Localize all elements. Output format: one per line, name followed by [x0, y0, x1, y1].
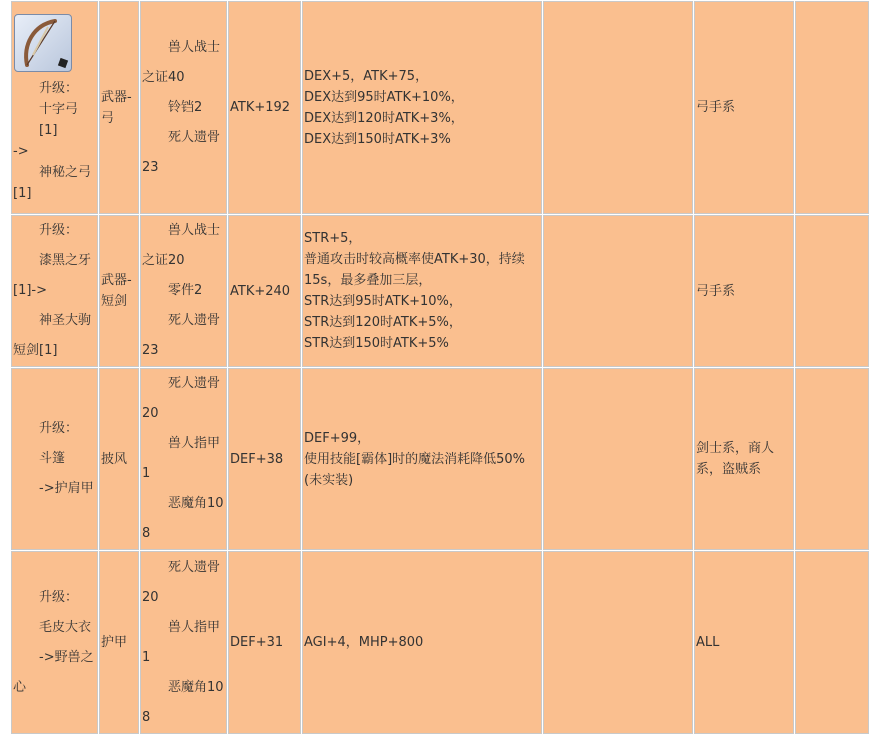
upgrade-label: 升级： [39, 223, 79, 238]
blank-cell [795, 1, 869, 214]
material-line: 23 [142, 343, 159, 358]
class-cell: 剑士系，商人系，盗贼系 [694, 368, 794, 550]
effect-line: 15s，最多叠加三层， [304, 273, 432, 288]
effect-line: DEX达到95时ATK+10%， [304, 89, 464, 105]
material-line: 恶魔角10 [168, 679, 224, 695]
equipment-table [10, 0, 870, 735]
materials-cell [140, 551, 227, 734]
upgrade-line: 斗篷 [39, 451, 66, 466]
upgrade-line: 神秘之弓 [39, 164, 92, 180]
blank-cell [543, 1, 693, 214]
table-row [11, 1, 869, 214]
effects-cell [302, 215, 542, 367]
material-line: 20 [142, 589, 159, 605]
effect-line: AGI+4，MHP+800 [304, 635, 424, 650]
material-line: 1 [142, 466, 151, 481]
upgrade-label: 升级： [39, 80, 79, 96]
material-line: 铃铛2 [168, 99, 203, 115]
material-line: 死人遗骨 [168, 129, 221, 145]
material-line: 恶魔角10 [168, 496, 224, 511]
materials-cell [140, 368, 227, 550]
upgrade-line: 十字弓[1] [39, 101, 79, 138]
blank-cell [543, 368, 693, 550]
effect-line: STR达到95时ATK+10%， [304, 294, 462, 309]
material-line: 死人遗骨 [168, 313, 221, 328]
table-row [11, 215, 869, 367]
effect-line: DEF+99， [304, 430, 371, 446]
material-line: 兽人指甲 [168, 436, 221, 451]
effect-line: STR达到120时ATK+5%， [304, 315, 462, 330]
upgrade-label: 升级： [39, 421, 79, 436]
material-line: 20 [142, 406, 159, 421]
type-cell: 武器-弓 [99, 1, 139, 214]
blank-cell [543, 551, 693, 734]
effect-line: DEX达到120时ATK+3%， [304, 110, 464, 126]
upgrade-line: 心 [13, 679, 27, 695]
material-line: 8 [142, 526, 151, 541]
effect-line: 普通攻击时较高概率使ATK+30，持续 [304, 252, 525, 267]
material-line: 之证40 [142, 69, 185, 85]
material-line: 零件2 [168, 283, 203, 298]
class-cell: 弓手系 [694, 1, 794, 214]
effect-line: DEX+5，ATK+75， [304, 68, 429, 84]
stat-cell: DEF+38 [228, 368, 301, 550]
blank-cell [795, 215, 869, 367]
table-row [11, 368, 869, 550]
effect-line: STR+5， [304, 231, 362, 246]
effects-cell [302, 1, 542, 214]
upgrade-line: ->野兽之 [39, 649, 94, 665]
effect-line: (未实装) [304, 472, 354, 488]
material-line: 23 [142, 159, 159, 175]
table-row [11, 551, 869, 734]
upgrade-cell [11, 551, 98, 734]
upgrade-line: 漆黑之牙 [39, 253, 92, 268]
upgrade-line: [1]-> [13, 283, 47, 298]
class-cell: 弓手系 [694, 215, 794, 367]
upgrade-line: 神圣大驹 [39, 313, 92, 328]
upgrade-line: 毛皮大衣 [39, 619, 92, 635]
type-cell: 披风 [99, 368, 139, 550]
effect-line: 使用技能[霸体]时的魔法消耗降低50% [304, 451, 526, 467]
stat-cell: DEF+31 [228, 551, 301, 734]
material-line: 兽人战士 [168, 223, 221, 238]
upgrade-line: -> [13, 143, 29, 159]
materials-cell [140, 1, 227, 214]
class-cell: ALL [694, 551, 794, 734]
type-cell: 武器-短剑 [99, 215, 139, 367]
material-line: 死人遗骨 [168, 376, 221, 391]
material-line: 1 [142, 649, 151, 665]
effect-line: STR达到150时ATK+5% [304, 336, 449, 351]
upgrade-line: [1] [13, 185, 32, 201]
effects-cell [302, 551, 542, 734]
blank-cell [795, 368, 869, 550]
blank-cell [543, 215, 693, 367]
effect-line: DEX达到150时ATK+3% [304, 131, 451, 147]
material-line: 8 [142, 709, 151, 725]
upgrade-cell [11, 215, 98, 367]
upgrade-cell [11, 368, 98, 550]
blank-cell [795, 551, 869, 734]
material-line: 死人遗骨 [168, 559, 221, 575]
upgrade-line: 短剑[1] [13, 343, 58, 358]
upgrade-cell [11, 1, 98, 214]
stat-cell: ATK+240 [228, 215, 301, 367]
bow-icon [14, 14, 72, 72]
materials-cell [140, 215, 227, 367]
upgrade-label: 升级： [39, 589, 79, 605]
material-line: 之证20 [142, 253, 185, 268]
type-cell: 护甲 [99, 551, 139, 734]
upgrade-line: ->护肩甲 [39, 481, 94, 496]
stat-cell: ATK+192 [228, 1, 301, 214]
effects-cell [302, 368, 542, 550]
material-line: 兽人指甲 [168, 619, 221, 635]
material-line: 兽人战士 [168, 39, 221, 55]
